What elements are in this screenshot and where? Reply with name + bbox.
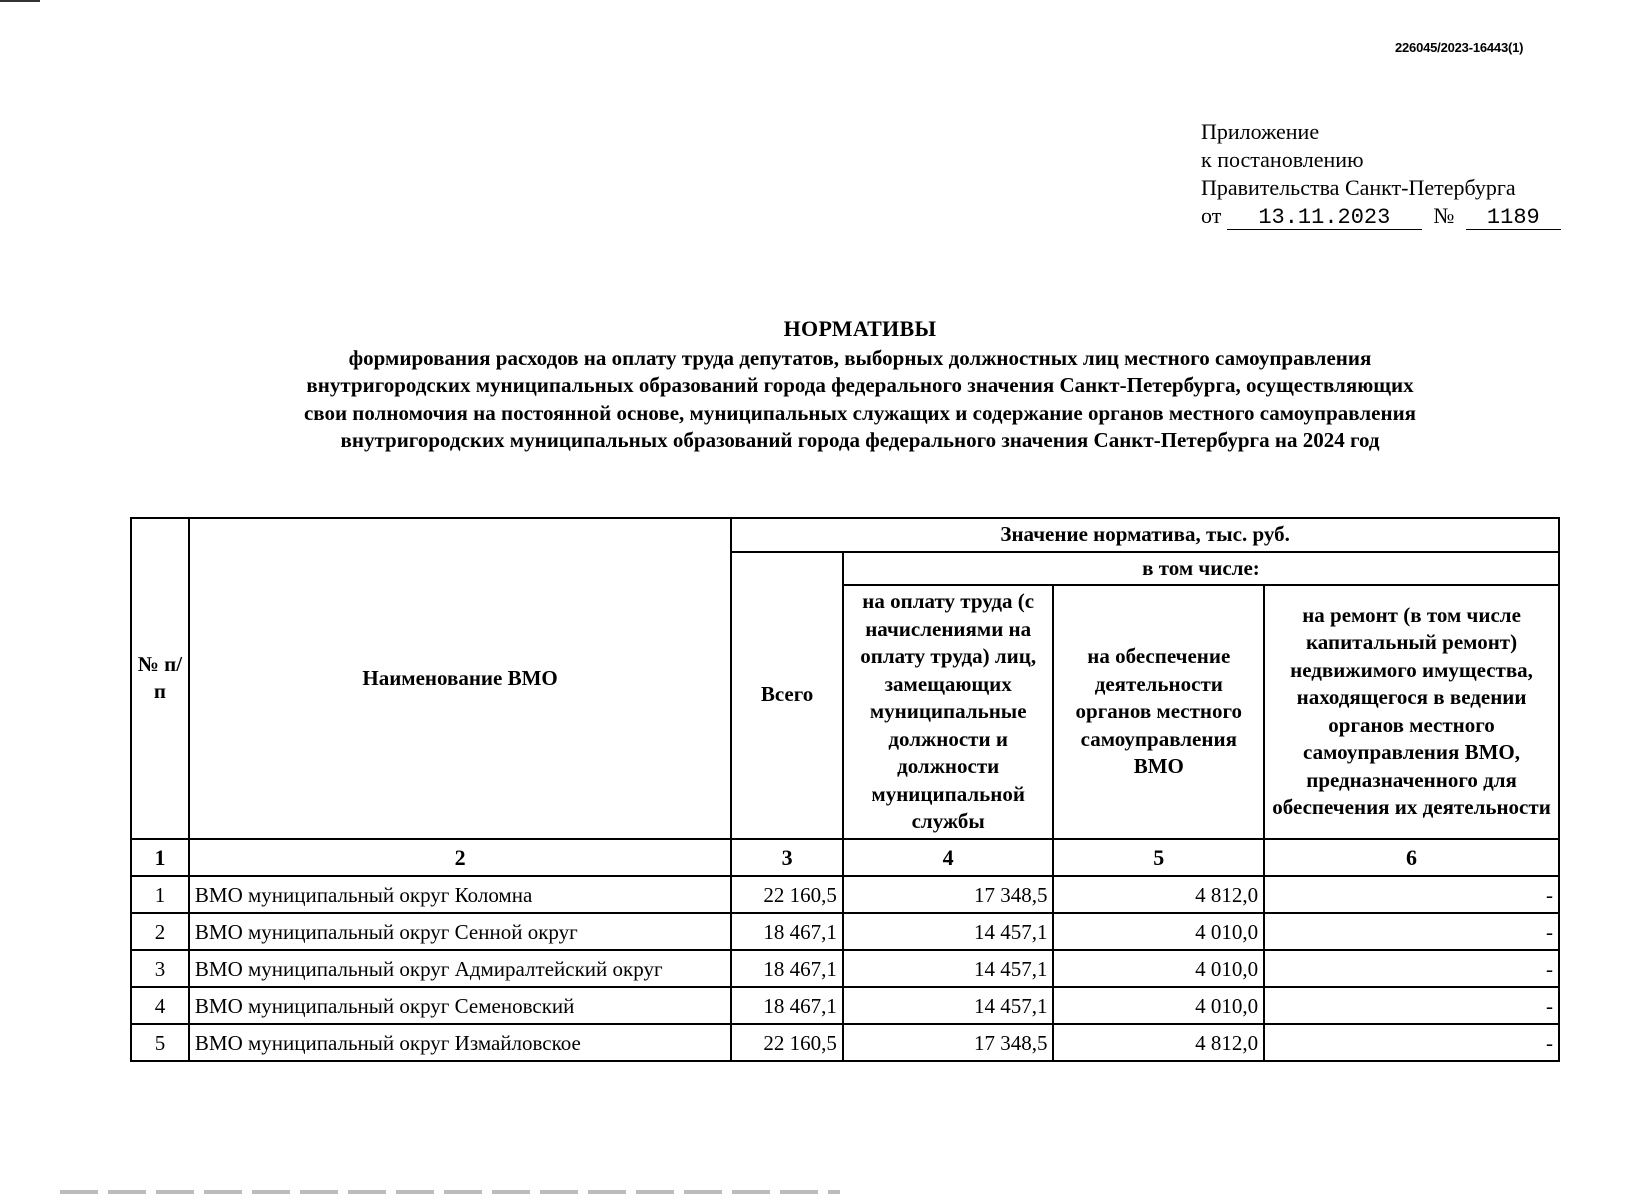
row-repair: - (1264, 1024, 1559, 1061)
table-row (131, 950, 1559, 987)
appendix-line-2: к постановлению (1201, 147, 1364, 172)
row-support: 4 812,0 (1053, 876, 1264, 913)
index-cell-1: 1 (131, 839, 189, 877)
index-cell-2: 2 (189, 839, 731, 877)
row-num: 4 (131, 987, 189, 1024)
header-name: Наименование ВМО (189, 518, 731, 839)
row-labor: 17 348,5 (843, 876, 1054, 913)
from-label: от (1201, 203, 1222, 228)
row-name: ВМО муниципальный округ Адмиралтейский округ (189, 950, 731, 987)
row-repair: - (1264, 987, 1559, 1024)
row-labor: 14 457,1 (843, 987, 1054, 1024)
row-repair: - (1264, 876, 1559, 913)
row-repair: - (1264, 913, 1559, 950)
title-line-1: формирования расходов на оплату труда депутатов, выборных должностных лиц местного самоуправления (348, 345, 1372, 370)
row-name: ВМО муниципальный округ Семеновский (189, 987, 731, 1024)
document-id: 226045/2023-16443(1) (1395, 40, 1524, 55)
index-cell-6: 6 (1264, 839, 1559, 877)
row-support: 4 812,0 (1053, 1024, 1264, 1061)
row-total: 18 467,1 (731, 987, 843, 1024)
header-repair: на ремонт (в том числе капитальный ремонт) недвижимого имущества, находящегося в ведении органов местного самоуправления ВМО, предназначенного для обеспечения их деятельности (1264, 585, 1559, 839)
row-support: 4 010,0 (1053, 913, 1264, 950)
row-support: 4 010,0 (1053, 987, 1264, 1024)
row-labor: 14 457,1 (843, 950, 1054, 987)
row-total: 22 160,5 (731, 876, 843, 913)
resolution-number: 1189 (1466, 207, 1561, 230)
appendix-date-line (1201, 202, 1561, 230)
title-line-4: внутригородских муниципальных образований города федерального значения Санкт-Петербурга на 2024 год (340, 428, 1380, 452)
header-labor: на оплату труда (с начислениями на оплату труда) лиц, замещающих муниципальные должности и должности муниципальной службы (843, 585, 1054, 839)
title-line-3: свои полномочия на постоянной основе, муниципальных служащих и содержание органов местного самоуправления (303, 400, 1417, 425)
row-name: ВМО муниципальный округ Сенной округ (189, 913, 731, 950)
appendix-line-3: Правительства Санкт-Петербурга (1201, 175, 1516, 200)
row-labor: 14 457,1 (843, 913, 1054, 950)
row-name: ВМО муниципальный округ Измайловское (189, 1024, 731, 1061)
appendix-line-1: Приложение (1201, 119, 1320, 144)
row-repair: - (1264, 950, 1559, 987)
row-name: ВМО муниципальный округ Коломна (189, 876, 731, 913)
row-total: 22 160,5 (731, 1024, 843, 1061)
table-row (131, 1024, 1559, 1061)
number-label: № (1433, 203, 1455, 228)
index-cell-3: 3 (731, 839, 843, 877)
header-num: № п/п (131, 518, 189, 839)
row-num: 3 (131, 950, 189, 987)
resolution-date: 13.11.2023 (1227, 207, 1422, 230)
row-num: 2 (131, 913, 189, 950)
document-title (200, 315, 1520, 455)
table-row (131, 987, 1559, 1024)
row-num: 1 (131, 876, 189, 913)
header-total: Всего (731, 552, 843, 839)
row-num: 5 (131, 1024, 189, 1061)
title-line-2: внутригородских муниципальных образований города федерального значения Санкт-Петербурга, осуществляющих (306, 373, 1414, 397)
appendix-block (1201, 118, 1561, 230)
index-cell-5: 5 (1053, 839, 1264, 877)
title-main: НОРМАТИВЫ (783, 316, 937, 341)
index-cell-4: 4 (843, 839, 1054, 877)
scan-edge-mark (0, 0, 40, 2)
row-support: 4 010,0 (1053, 950, 1264, 987)
table-row (131, 876, 1559, 913)
table-row (131, 913, 1559, 950)
footer-scan-artifact (60, 1190, 840, 1194)
row-labor: 17 348,5 (843, 1024, 1054, 1061)
header-including: в том числе: (843, 552, 1559, 586)
norms-table (130, 517, 1560, 1062)
header-support: на обеспечение деятельности органов местного самоуправления ВМО (1053, 585, 1264, 839)
header-value-group: Значение норматива, тыс. руб. (731, 518, 1559, 552)
row-total: 18 467,1 (731, 950, 843, 987)
row-total: 18 467,1 (731, 913, 843, 950)
